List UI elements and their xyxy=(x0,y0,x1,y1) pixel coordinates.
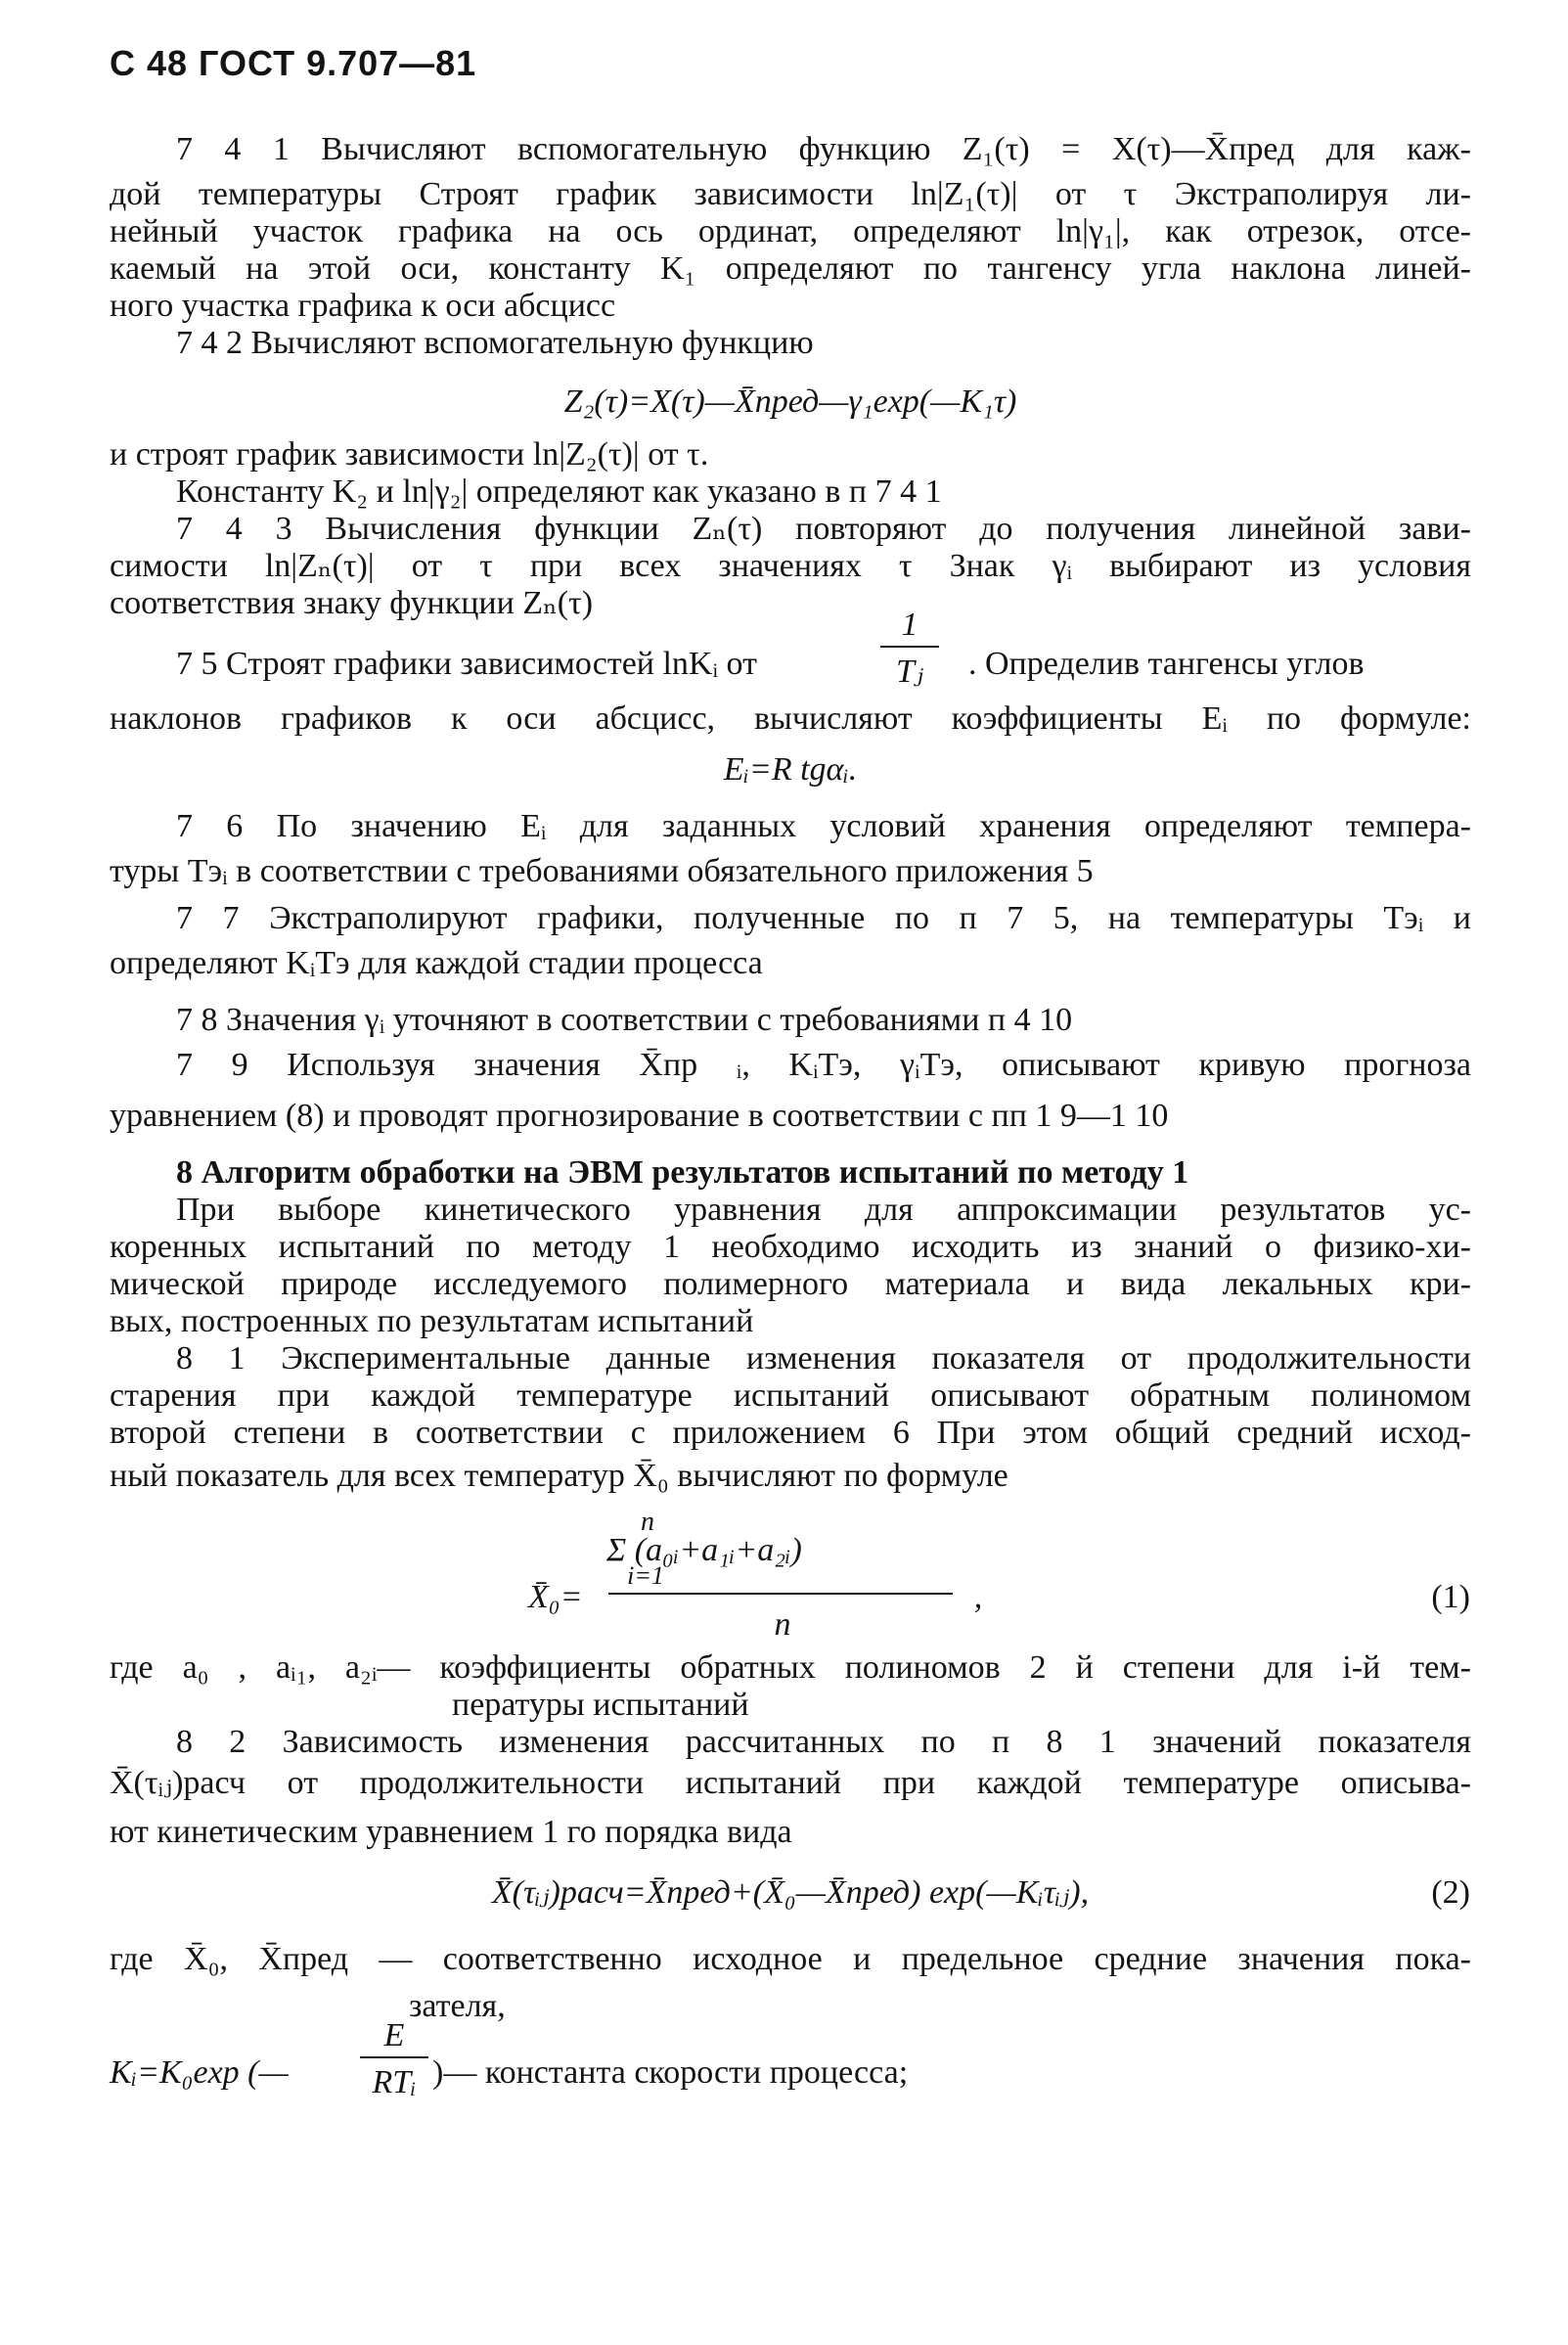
para-81-line2: старения при каждой температуре испытаний описывают обратным полиномом xyxy=(110,1377,1471,1414)
para-743-line3: соответствия знаку функции Zₙ(τ) xyxy=(110,585,594,621)
eq1-sum-upper: n xyxy=(641,1507,654,1537)
eq1-denominator: n xyxy=(774,1606,791,1643)
where-1-line1: где a₀ , aᵢ₁, a₂ᵢ— коэффициенты обратных полиномов 2 й степени для i-й тем- xyxy=(110,1649,1471,1686)
k-definition-rhs: )— константа скорости процесса; xyxy=(432,2054,909,2091)
equation-2: X̄(τᵢⱼ)расч=X̄пред+(X̄₀—X̄пред) exp(—Kᵢτᵢⱼ), xyxy=(491,1874,1090,1911)
eq1-numerator: Σ (a₀ᵢ+a₁ᵢ+a₂ᵢ) xyxy=(606,1532,802,1568)
para-75-line2: наклонов графиков к оси абсцисс, вычисляют коэффициенты Eᵢ по формуле: xyxy=(110,700,1471,737)
para-76-line1: 7 6 По значению Eᵢ для заданных условий хранения определяют темпера- xyxy=(176,808,1471,844)
k-fraction-denominator: RTᵢ xyxy=(372,2064,417,2100)
fraction-denominator: Tⱼ xyxy=(896,654,923,690)
where-2-line1: где X̄₀, X̄пред — соответственно исходное и предельное средние значения пока- xyxy=(110,1941,1471,1977)
para-8-line2: коренных испытаний по методу 1 необходимо исходить из знаний о физико-хи- xyxy=(110,1229,1471,1265)
para-742-line1: 7 4 2 Вычисляют вспомогательную функцию xyxy=(176,325,814,361)
eq1-comma: , xyxy=(973,1579,983,1615)
equation-e: Eᵢ=R tgαᵢ. xyxy=(723,751,858,788)
para-81-line4: ный показатель для всех температур X̄₀ вычисляют по формуле xyxy=(110,1458,1008,1494)
eq1-fraction-bar xyxy=(608,1593,953,1595)
para-76-line2: туры Tэᵢ в соответствии с требованиями обязательного приложения 5 xyxy=(110,853,1094,889)
para-743-line2: симости ln|Zₙ(τ)| от τ при всех значениях τ Знак γᵢ выбирают из условия xyxy=(110,548,1471,584)
para-82-line3: ют кинетическим уравнением 1 го порядка вида xyxy=(110,1814,792,1850)
equation-z2: Z₂(τ)=X(τ)—X̄пред—γ₁exp(—K₁τ) xyxy=(563,383,1017,420)
equation-number-2: (2) xyxy=(1431,1874,1470,1911)
para-741-line4: каемый на этой оси, константу K₁ определяют по тангенсу угла наклона линей- xyxy=(110,250,1471,287)
fraction-numerator: 1 xyxy=(901,607,918,643)
fraction-bar xyxy=(880,646,939,648)
section-8-heading: 8 Алгоритм обработки на ЭВМ результатов испытаний по методу 1 xyxy=(176,1154,1189,1191)
para-8-line1: При выборе кинетического уравнения для аппроксимации результатов ус- xyxy=(176,1192,1471,1228)
k-definition-lhs: Kᵢ=K₀exp (— xyxy=(110,2054,289,2091)
where-2-line2: зателя, xyxy=(409,1988,506,2024)
page-header: С 48 ГОСТ 9.707—81 xyxy=(110,43,477,83)
para-77-line2: определяют KᵢTэ для каждой стадии процесса xyxy=(110,945,763,981)
para-742-line2: и строят график зависимости ln|Z₂(τ)| от τ. xyxy=(110,436,709,473)
para-79-line2: уравнением (8) и проводят прогнозирование в соответствии с пп 1 9—1 10 xyxy=(110,1098,1169,1134)
eq1-sum-lower: i=1 xyxy=(627,1561,664,1590)
para-8-line4: вых, построенных по результатам испытаний xyxy=(110,1303,754,1339)
para-77-line1: 7 7 Экстраполируют графики, полученные по п 7 5, на температуры Tэᵢ и xyxy=(176,900,1471,936)
para-75-line1a: 7 5 Строят графики зависимостей lnKᵢ от xyxy=(176,646,757,682)
para-81-line3: второй степени в соответствии с приложением 6 При этом общий средний исход- xyxy=(110,1415,1471,1451)
para-81-line1: 8 1 Экспериментальные данные изменения показателя от продолжительности xyxy=(176,1340,1471,1376)
k-fraction-numerator: E xyxy=(383,2017,405,2053)
para-741-line2: дой температуры Строят график зависимости ln|Z₁(τ)| от τ Экстраполируя ли- xyxy=(110,176,1471,212)
para-79-line1: 7 9 Используя значения X̄пр ᵢ, KᵢTэ, γᵢTэ, описывают кривую прогноза xyxy=(176,1047,1471,1083)
para-82-line1: 8 2 Зависимость изменения рассчитанных по п 8 1 значений показателя xyxy=(176,1724,1471,1760)
eq1-lhs: X̄₀= xyxy=(528,1579,583,1615)
para-743-line1: 7 4 3 Вычисления функции Zₙ(τ) повторяют до получения линейной зави- xyxy=(176,511,1471,547)
para-742-line3: Константу K₂ и ln|γ₂| определяют как указано в п 7 4 1 xyxy=(176,474,942,510)
para-741-line1: 7 4 1 Вычисляют вспомогательную функцию Z₁(τ) = X(τ)—X̄пред для каж- xyxy=(176,131,1471,167)
para-78: 7 8 Значения γᵢ уточняют в соответствии с требованиями п 4 10 xyxy=(176,1002,1073,1038)
where-1-line2: пературы испытаний xyxy=(452,1687,749,1723)
k-fraction-bar xyxy=(360,2056,428,2058)
para-75-line1b: . Определив тангенсы углов xyxy=(968,646,1365,682)
para-741-line3: нейный участок графика на ось ординат, определяют ln|γ₁|, как отрезок, отсе- xyxy=(110,213,1471,249)
para-741-line5: ного участка графика к оси абсцисс xyxy=(110,288,616,324)
equation-number-1: (1) xyxy=(1431,1579,1470,1615)
para-82-line2: X̄(τᵢⱼ)расч от продолжительности испытаний при каждой температуре описыва- xyxy=(110,1765,1471,1801)
para-8-line3: мической природе исследуемого полимерного материала и вида лекальных кри- xyxy=(110,1266,1471,1302)
